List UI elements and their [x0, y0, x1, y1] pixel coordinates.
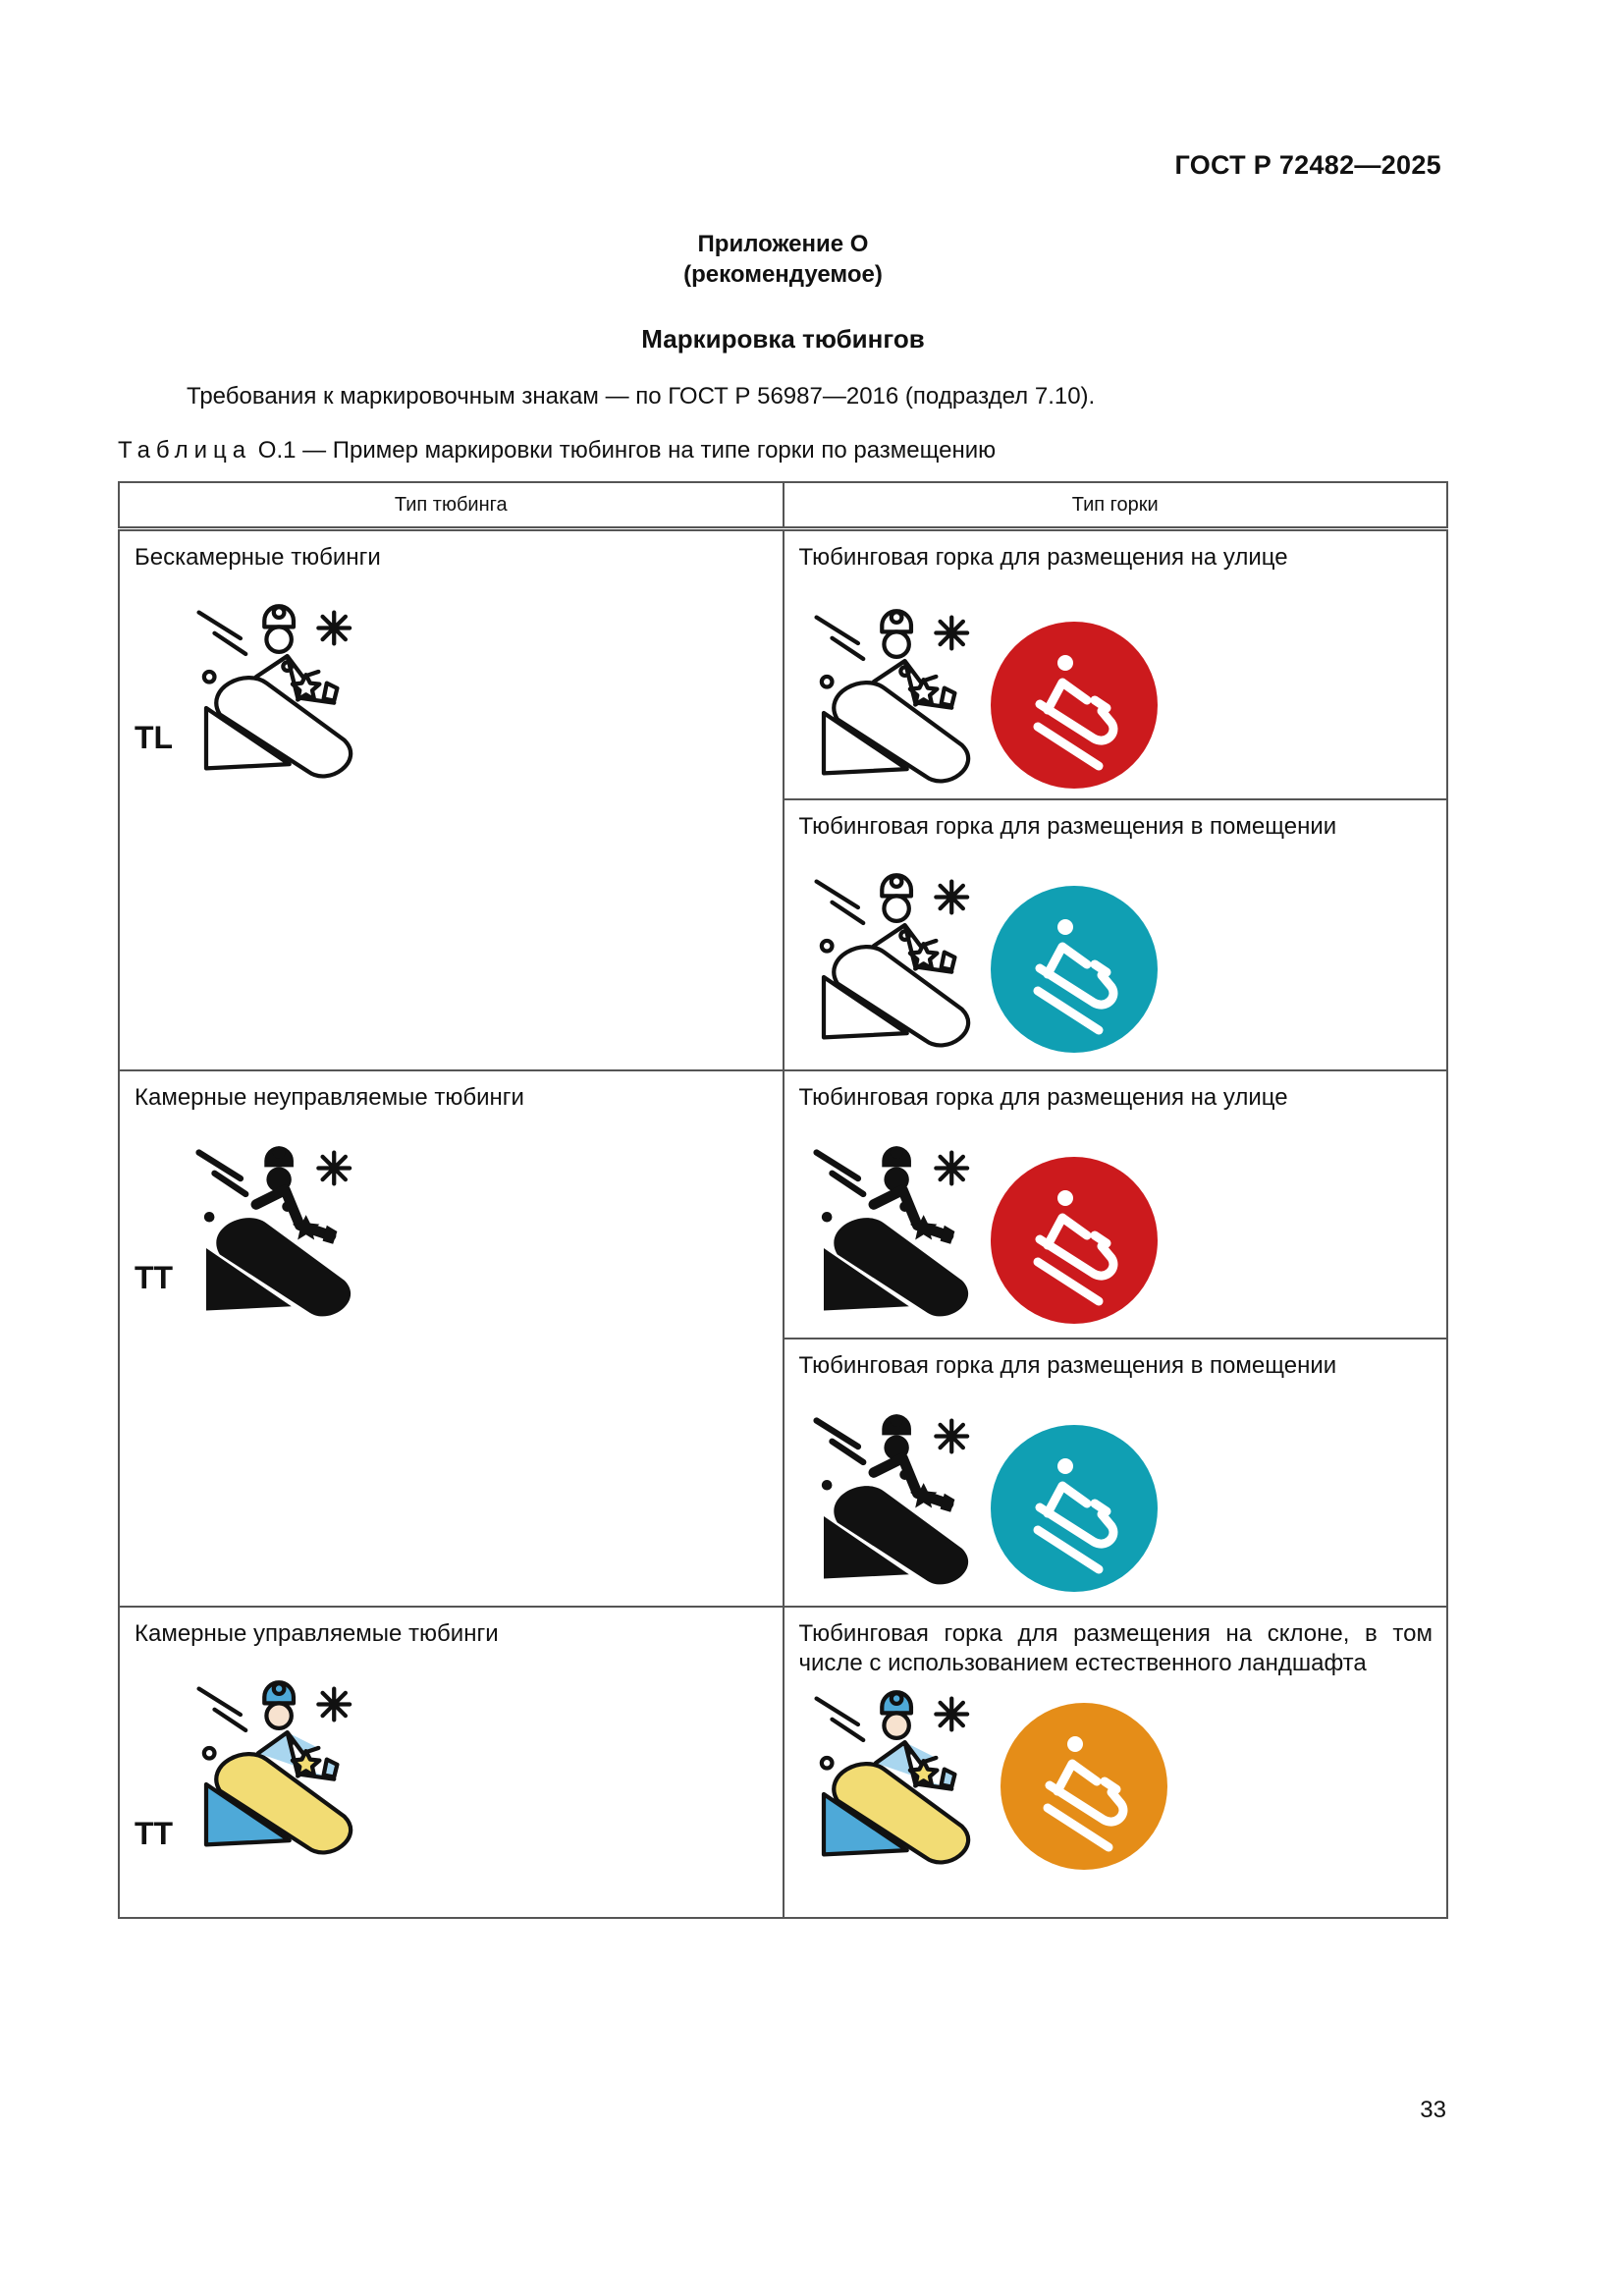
- column-header-slide-type: Тип горки: [784, 482, 1448, 529]
- table-caption: [118, 437, 996, 465]
- slope-slide-orange-icon: [1001, 1703, 1167, 1870]
- tubing-label: Бескамерные тюбинги: [135, 544, 381, 572]
- slide-label: Тюбинговая горка для размещения в помещении: [798, 813, 1337, 841]
- slide-label: Тюбинговая горка для размещения на улице: [798, 544, 1288, 572]
- annex-status: (рекомендуемое): [683, 261, 883, 288]
- marking-code: TL: [135, 720, 174, 756]
- page-number: 33: [1420, 2097, 1446, 2123]
- marking-table: [118, 481, 1448, 1919]
- chamber-uncontrolled-tubing-pictogram-icon: [189, 1142, 365, 1319]
- outdoor-slide-red-icon: [991, 622, 1158, 789]
- table-caption-text: О.1 — Пример маркировки тюбингов на типе горки по размещению: [257, 437, 997, 464]
- outdoor-slide-red-icon: [991, 1157, 1158, 1324]
- annex-heading: Маркировка тюбингов: [641, 324, 925, 354]
- table-header-row: [119, 482, 1447, 529]
- standard-number: ГОСТ Р 72482—2025: [1174, 150, 1441, 180]
- slide-cell-indoor: [784, 1339, 1448, 1607]
- tubeless-tubing-pictogram-icon: [806, 871, 983, 1048]
- tubeless-tubing-pictogram-icon: [806, 607, 983, 784]
- annex-title: Приложение О: [697, 231, 869, 257]
- chamber-controlled-tubing-pictogram-icon: [189, 1678, 365, 1855]
- table-caption-word: Таблица: [118, 437, 252, 464]
- indoor-slide-teal-icon: [991, 886, 1158, 1053]
- slide-cell-outdoor: [784, 529, 1448, 800]
- tubing-cell-uncontrolled: [119, 1070, 784, 1607]
- table-row: [119, 1607, 1447, 1918]
- slide-cell-outdoor: [784, 1070, 1448, 1339]
- slide-cell-indoor: [784, 799, 1448, 1070]
- tubing-label: Камерные управляемые тюбинги: [135, 1619, 499, 1647]
- chamber-uncontrolled-tubing-pictogram-icon: [806, 1142, 983, 1319]
- marking-code: TT: [135, 1260, 174, 1296]
- tubing-label: Камерные неуправляемые тюбинги: [135, 1084, 524, 1112]
- indoor-slide-teal-icon: [991, 1425, 1158, 1592]
- chamber-controlled-tubing-pictogram-icon: [806, 1688, 983, 1865]
- slide-label: Тюбинговая горка для размещения на склоне, в том числе с использованием естественного ландшафта: [798, 1619, 1433, 1676]
- table-row: [119, 1070, 1447, 1339]
- table-row: [119, 529, 1447, 800]
- chamber-uncontrolled-tubing-pictogram-icon: [806, 1410, 983, 1587]
- tubing-cell-tubeless: [119, 529, 784, 1071]
- slide-label: Тюбинговая горка для размещения в помещении: [798, 1352, 1337, 1380]
- slide-cell-natural-slope: [784, 1607, 1448, 1918]
- tubing-cell-controlled: [119, 1607, 784, 1918]
- tubeless-tubing-pictogram-icon: [189, 602, 365, 779]
- column-header-tubing-type: Тип тюбинга: [119, 482, 784, 529]
- marking-code: TT: [135, 1815, 174, 1851]
- slide-label: Тюбинговая горка для размещения на улице: [798, 1084, 1288, 1112]
- intro-text: Требования к маркировочным знакам — по ГОСТ Р 56987—2016 (подраздел 7.10).: [187, 383, 1096, 410]
